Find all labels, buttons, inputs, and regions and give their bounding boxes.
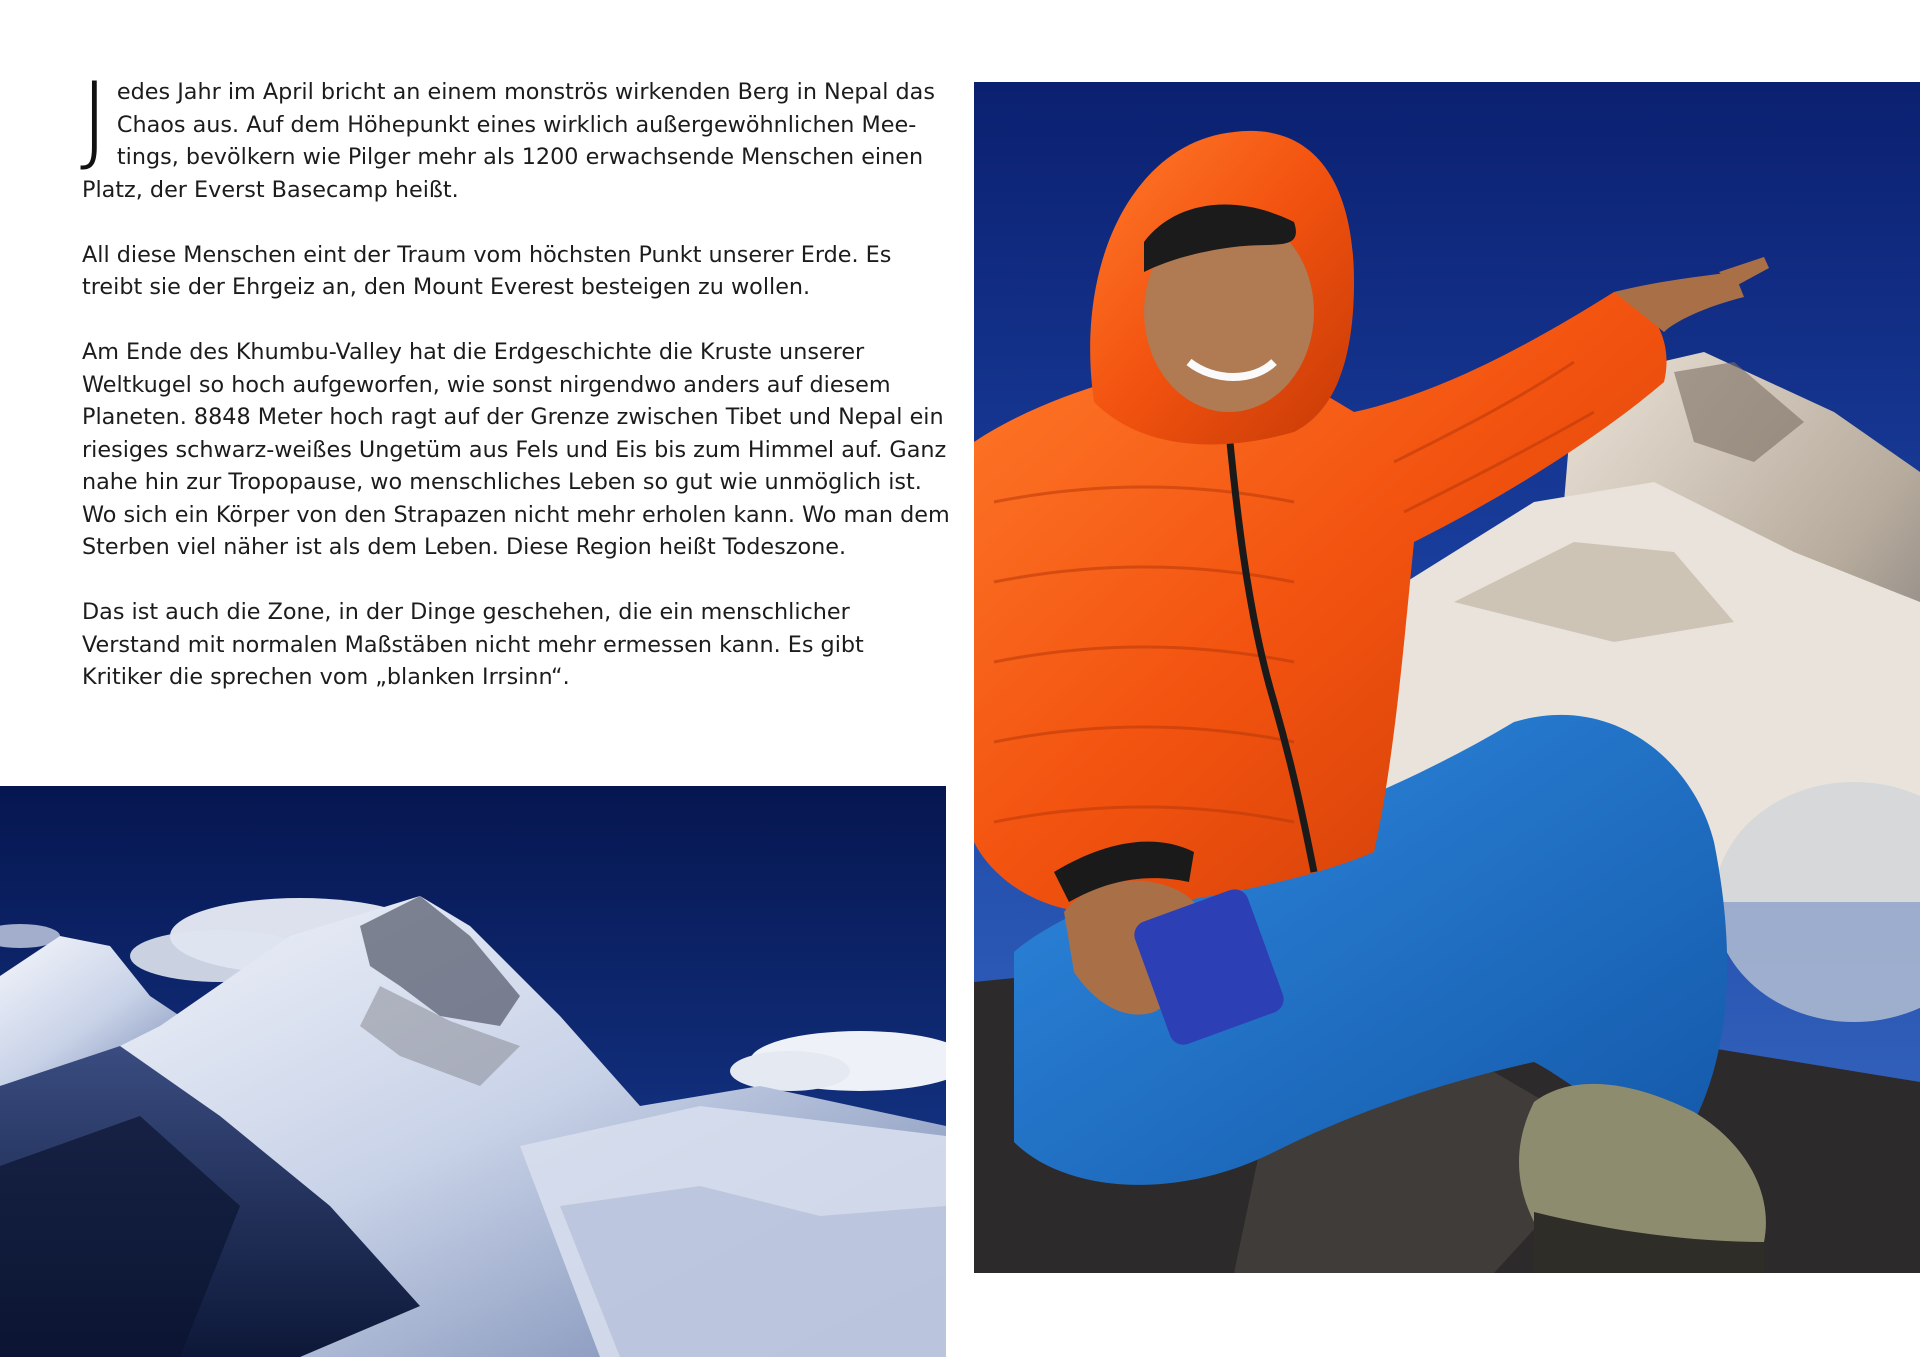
article-text: [80, 62, 950, 726]
paragraph-1-text: edes Jahr im April bricht an einem monströs wirkenden Berg in Nepal das Chaos aus. Auf dem Höhepunkt eines wirklich außergewöhnlichen Meetings, bevölkern wie Pilger mehr als 1200 erwachsende Menschen einen Platz, der Everst Basecamp heißt.: [82, 79, 935, 203]
paragraph-3: Am Ende des Khumbu-Valley hat die Erdgeschichte die Kruste unserer Weltkugel so hoch aufgeworfen, wie sonst nirgendwo anders auf diesem Planeten. 8848 Meter hoch ragt auf der Grenze zwischen Tibet und Nepal ein riesiges schwarz-weißes Ungetüm aus Fels und Eis bis zum Himmel auf. Ganz nahe hin zur Tropopause, wo menschliches Leben so gut wie unmöglich ist. Wo sich ein Körper von den Strapazen nicht mehr erholen kann. Wo man dem Sterben viel näher ist als dem Leben. Diese Region heißt Todeszone.: [82, 339, 950, 560]
climber-pointing-image: [974, 82, 1920, 1273]
photo-climber-pointing: [974, 82, 1920, 1273]
paragraph-2: All diese Menschen eint der Traum vom höchsten Punkt unserer Erde. Es treibt sie der Ehrgeiz an, den Mount Everest besteigen zu wollen.: [82, 241, 892, 300]
paragraph-1: [80, 62, 950, 206]
paragraph-4: Das ist auch die Zone, in der Dinge geschehen, die ein menschlicher Verstand mit normalen Maßstäben nicht mehr ermessen kann. Es gibt Kritiker die sprechen vom „blanken Irrsinn“.: [82, 599, 864, 690]
photo-everest-north-face: [0, 786, 946, 1357]
dropcap-letter: J: [80, 62, 109, 176]
everest-north-face-image: [0, 786, 946, 1357]
